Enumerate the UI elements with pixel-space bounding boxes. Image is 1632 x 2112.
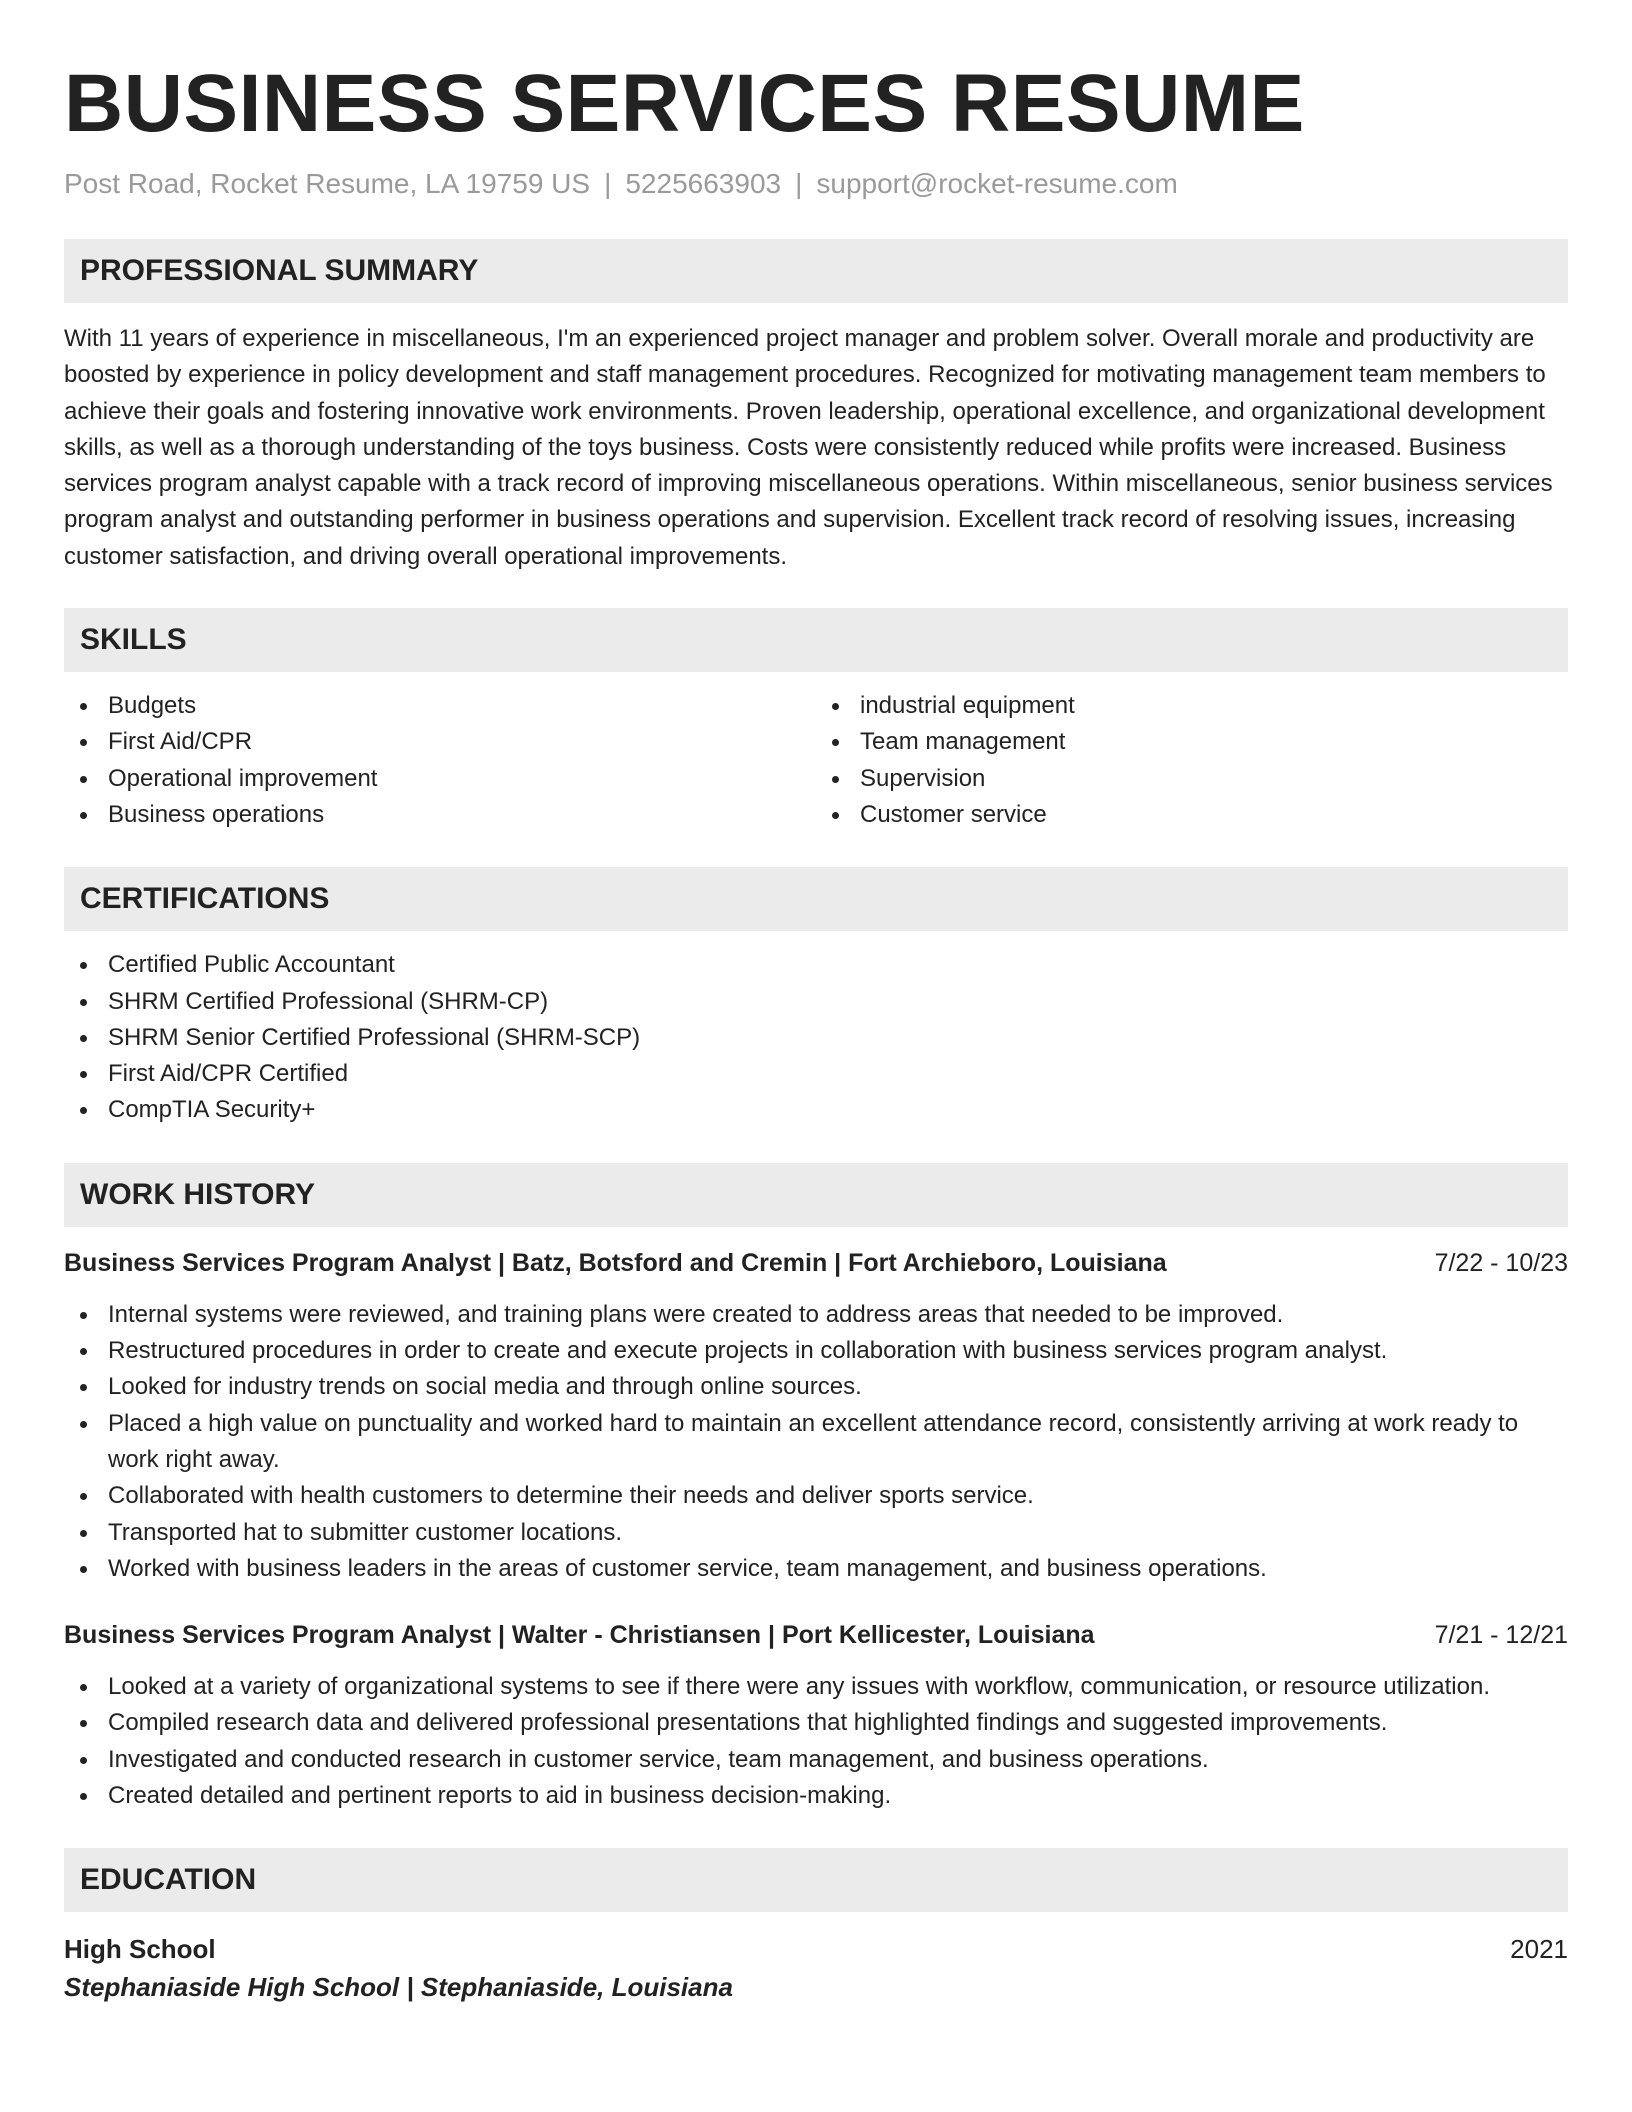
- job-bullet: Investigated and conducted research in customer service, team management, and business operations.: [64, 1742, 1568, 1778]
- job-bullet: Transported hat to submitter customer locations.: [64, 1515, 1568, 1551]
- education-year: 2021: [1510, 1934, 1568, 1965]
- job-entry: [64, 1617, 1568, 1814]
- job-bullet: Looked for industry trends on social media and through online sources.: [64, 1369, 1568, 1405]
- certification-item: CompTIA Security+: [64, 1092, 1568, 1128]
- certifications-list: [64, 947, 1568, 1128]
- job-entry: [64, 1245, 1568, 1587]
- skills-heading: SKILLS: [64, 608, 1568, 672]
- job-bullet: Looked at a variety of organizational systems to see if there were any issues with workflow, communication, or resource utilization.: [64, 1669, 1568, 1705]
- education-school: Stephaniaside High School | Stephaniaside, Louisiana: [64, 1972, 733, 2003]
- skill-item: First Aid/CPR: [64, 724, 816, 760]
- contact-address: Post Road, Rocket Resume, LA 19759 US: [64, 168, 591, 199]
- certification-item: Certified Public Accountant: [64, 947, 1568, 983]
- job-bullets: [64, 1297, 1568, 1587]
- certification-item: SHRM Senior Certified Professional (SHRM-SCP): [64, 1020, 1568, 1056]
- job-bullet: Worked with business leaders in the areas of customer service, team management, and business operations.: [64, 1551, 1568, 1587]
- skill-item: Supervision: [816, 761, 1568, 797]
- education-header: [64, 1930, 1568, 1968]
- contact-email: support@rocket-resume.com: [816, 168, 1178, 199]
- summary-heading: PROFESSIONAL SUMMARY: [64, 239, 1568, 303]
- education-entry: [64, 1930, 1568, 2006]
- certifications-heading: CERTIFICATIONS: [64, 867, 1568, 931]
- job-bullet: Restructured procedures in order to create and execute projects in collaboration with business services program analyst.: [64, 1333, 1568, 1369]
- skill-item: Operational improvement: [64, 761, 816, 797]
- job-title: Business Services Program Analyst | Batz, Botsford and Cremin | Fort Archieboro, Louisiana: [64, 1248, 1167, 1277]
- job-bullet: Collaborated with health customers to determine their needs and deliver sports service.: [64, 1478, 1568, 1514]
- skill-item: Team management: [816, 724, 1568, 760]
- job-title: Business Services Program Analyst | Walter - Christiansen | Port Kellicester, Louisiana: [64, 1621, 1095, 1650]
- education-degree: High School: [64, 1934, 216, 1965]
- contact-phone: 5225663903: [625, 168, 782, 199]
- job-bullet: Compiled research data and delivered professional presentations that highlighted findings and suggested improvements.: [64, 1705, 1568, 1741]
- job-dates: 7/22 - 10/23: [1434, 1248, 1568, 1277]
- job-header: [64, 1617, 1568, 1653]
- work-history-heading: WORK HISTORY: [64, 1163, 1568, 1227]
- job-bullet: Created detailed and pertinent reports to aid in business decision-making.: [64, 1778, 1568, 1814]
- skill-item: Business operations: [64, 797, 816, 833]
- job-bullets: [64, 1669, 1568, 1814]
- resume-title: BUSINESS SERVICES RESUME: [64, 58, 1305, 149]
- contact-line: [64, 166, 1568, 202]
- contact-separator: |: [795, 168, 803, 199]
- summary-text: With 11 years of experience in miscellaneous, I'm an experienced project manager and problem solver. Overall morale and productivity are boosted by experience in policy development and staff management procedures. Recognized for motivating management team members to achieve their goals and fostering innovative work environments. Proven leadership, operational excellence, and organizational development skills, as well as a thorough understanding of the toys business. Costs were consistently reduced while profits were increased. Business services program analyst capable with a track record of improving miscellaneous operations. Within miscellaneous, senior business services program analyst and outstanding performer in business operations and supervision. Excellent track record of resolving issues, increasing customer satisfaction, and driving overall operational improvements.: [64, 325, 1553, 570]
- skill-item: Budgets: [64, 688, 816, 724]
- skill-item: industrial equipment: [816, 688, 1568, 724]
- job-header: [64, 1245, 1568, 1281]
- education-heading: EDUCATION: [64, 1848, 1568, 1912]
- skills-column-right: [816, 688, 1568, 833]
- job-bullet: Internal systems were reviewed, and training plans were created to address areas that needed to be improved.: [64, 1297, 1568, 1333]
- job-dates: 7/21 - 12/21: [1434, 1621, 1568, 1650]
- skills-list: [64, 688, 1568, 833]
- contact-separator: |: [604, 168, 612, 199]
- certification-item: First Aid/CPR Certified: [64, 1056, 1568, 1092]
- skill-item: Customer service: [816, 797, 1568, 833]
- certification-item: SHRM Certified Professional (SHRM-CP): [64, 984, 1568, 1020]
- job-bullet: Placed a high value on punctuality and worked hard to maintain an excellent attendance record, consistently arriving at work ready to work right away.: [64, 1406, 1568, 1479]
- skills-column-left: [64, 688, 816, 833]
